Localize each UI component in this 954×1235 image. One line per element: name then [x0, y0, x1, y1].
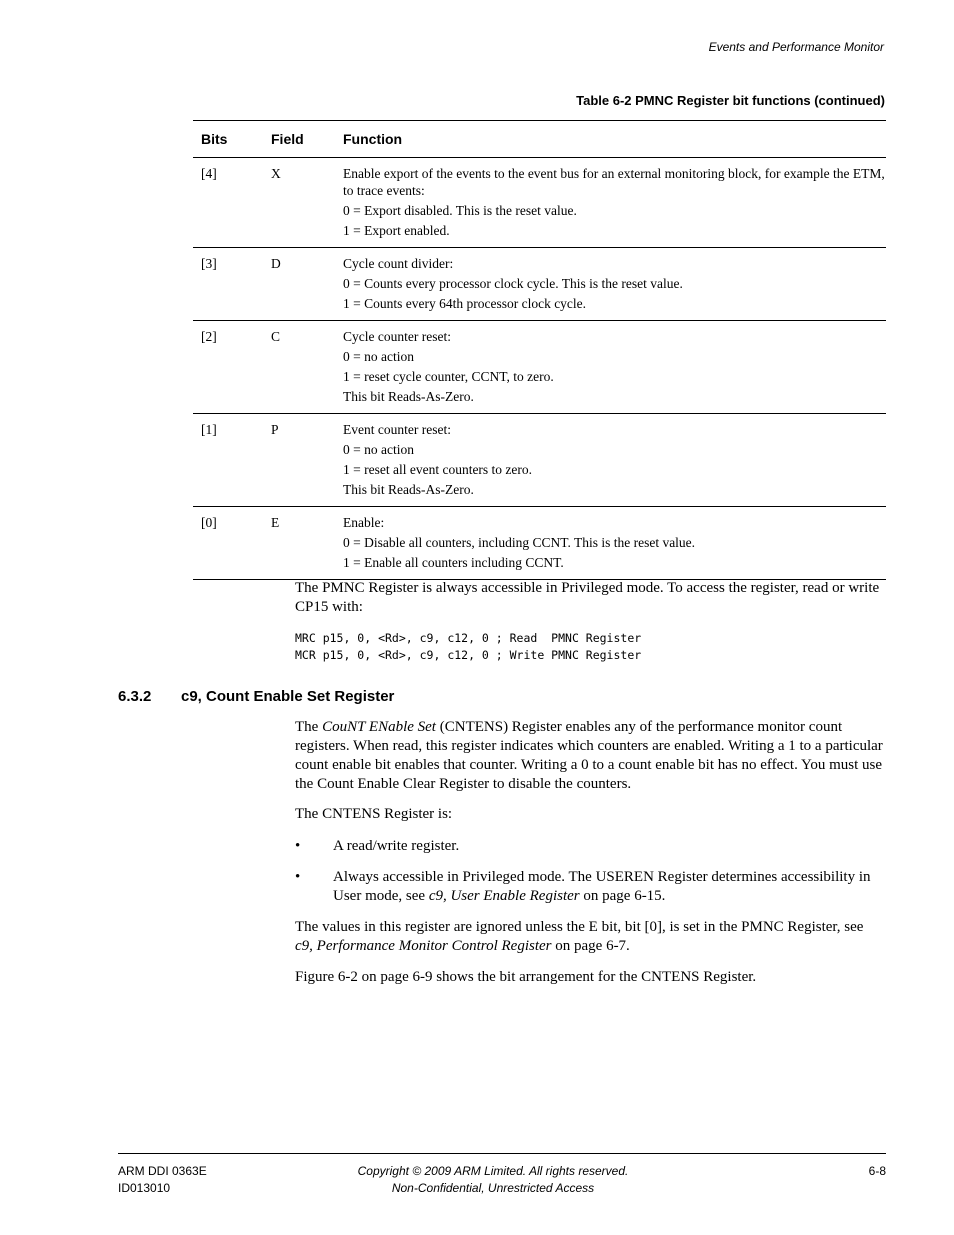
intro-text: (CNTENS) Register enables any of the performance monitor count registers. When read, this register indicates which counters are enabled. Writing a 1 to a particular count enable bit enables that counter. Writing a 0 to a count enable bit has no effect. You must use the Count Enable Clear Register to disable the counters.	[295, 719, 883, 792]
table-row	[193, 414, 886, 507]
function-line: 1 = Export enabled.	[343, 223, 450, 238]
function-line: Cycle counter reset:	[343, 329, 451, 344]
function-line: 0 = no action	[343, 442, 414, 457]
code-line: MCR p15, 0, <Rd>, c9, c12, 0 ; Write PMNC Register	[295, 647, 642, 662]
doc-id: ID013010	[118, 1181, 171, 1195]
cell-field: D	[263, 248, 335, 321]
cell-function	[335, 507, 886, 580]
cell-field: X	[263, 158, 335, 248]
bullet-text	[333, 868, 885, 906]
access-text: The PMNC Register is always accessible in Privileged mode. To access the register, read or write CP15 with:	[295, 580, 880, 615]
function-line: 1 = Counts every 64th processor clock cycle.	[343, 296, 587, 311]
column-header-bits: Bits	[193, 121, 263, 158]
intro-text: The	[295, 719, 323, 735]
function-line: 1 = Enable all counters including CCNT.	[343, 555, 564, 570]
list-item	[295, 868, 885, 906]
cell-function	[335, 248, 886, 321]
code-block	[295, 630, 641, 663]
function-line: 0 = Counts every processor clock cycle. This is the reset value.	[343, 276, 683, 291]
cell-bits: [2]	[193, 321, 263, 414]
bullet-text-part: on page 6-15.	[579, 888, 666, 904]
cell-field: C	[263, 321, 335, 414]
cell-function	[335, 414, 886, 507]
values-text: The values in this register are ignored unless the E bit, bit [0], is set in the PMNC Register, see	[295, 919, 864, 935]
access-paragraph	[295, 579, 885, 617]
list-item	[295, 837, 885, 856]
cell-bits: [0]	[193, 507, 263, 580]
figure-ref-paragraph	[295, 968, 885, 987]
column-header-function: Function	[335, 121, 886, 158]
copyright: Copyright © 2009 ARM Limited. All rights reserved.	[357, 1164, 629, 1178]
function-line: Enable export of the events to the event bus for an external monitoring block, for example the ETM, to trace events:	[343, 166, 885, 198]
running-header: Events and Performance Monitor	[708, 40, 884, 54]
access-notice: Non-Confidential, Unrestricted Access	[391, 1181, 595, 1195]
section-title: c9, Count Enable Set Register	[181, 688, 395, 705]
function-line: Cycle count divider:	[343, 256, 454, 271]
table-caption: Table 6-2 PMNC Register bit functions (continued)	[576, 93, 885, 108]
section-heading	[118, 688, 394, 705]
table-row	[193, 321, 886, 414]
function-line: This bit Reads-As-Zero.	[343, 482, 474, 497]
table-row	[193, 248, 886, 321]
table-row	[193, 507, 886, 580]
bullet-text-part: Always accessible in Privileged mode. The USEREN Register determines accessibility in User mode, see	[333, 869, 871, 904]
values-paragraph	[295, 918, 885, 956]
bullet-mark: •	[295, 869, 301, 885]
cell-function	[335, 158, 886, 248]
cell-function	[335, 321, 886, 414]
function-line: This bit Reads-As-Zero.	[343, 389, 474, 404]
column-header-field: Field	[263, 121, 335, 158]
bullet-text: A read/write register.	[333, 838, 460, 854]
figure-ref-text: Figure 6-2 on page 6-9 shows the bit arrangement for the CNTENS Register.	[295, 969, 757, 985]
section-number: 6.3.2	[118, 688, 152, 705]
function-line: 1 = reset all event counters to zero.	[343, 462, 533, 477]
cell-field: P	[263, 414, 335, 507]
values-text: on page 6-7.	[551, 938, 630, 954]
footer-divider	[118, 1153, 886, 1154]
page-number: 6-8	[868, 1164, 886, 1178]
intro-term: CouNT ENable Set	[322, 719, 436, 735]
pmnc-register-link[interactable]: c9, Performance Monitor Control Register	[295, 938, 552, 954]
function-line: 0 = no action	[343, 349, 414, 364]
register-is-text: The CNTENS Register is:	[295, 806, 453, 822]
doc-number: ARM DDI 0363E	[118, 1164, 207, 1178]
bullet-mark: •	[295, 838, 301, 854]
function-line: 1 = reset cycle counter, CCNT, to zero.	[343, 369, 554, 384]
function-line: 0 = Export disabled. This is the reset value.	[343, 203, 577, 218]
code-line: MRC p15, 0, <Rd>, c9, c12, 0 ; Read PMNC Register	[295, 631, 642, 645]
function-line: 0 = Disable all counters, including CCNT. This is the reset value.	[343, 535, 696, 550]
pmnc-bit-table	[193, 120, 886, 580]
cell-bits: [1]	[193, 414, 263, 507]
table-row	[193, 158, 886, 248]
table-header-row	[193, 121, 886, 158]
function-line: Event counter reset:	[343, 422, 451, 437]
footer-center	[300, 1163, 686, 1197]
user-enable-register-link[interactable]: c9, User Enable Register	[428, 888, 580, 904]
function-line: Enable:	[343, 515, 385, 530]
footer-left	[118, 1163, 207, 1197]
cell-bits: [3]	[193, 248, 263, 321]
register-is-paragraph	[295, 805, 885, 824]
intro-paragraph	[295, 718, 885, 794]
cell-bits: [4]	[193, 158, 263, 248]
cell-field: E	[263, 507, 335, 580]
